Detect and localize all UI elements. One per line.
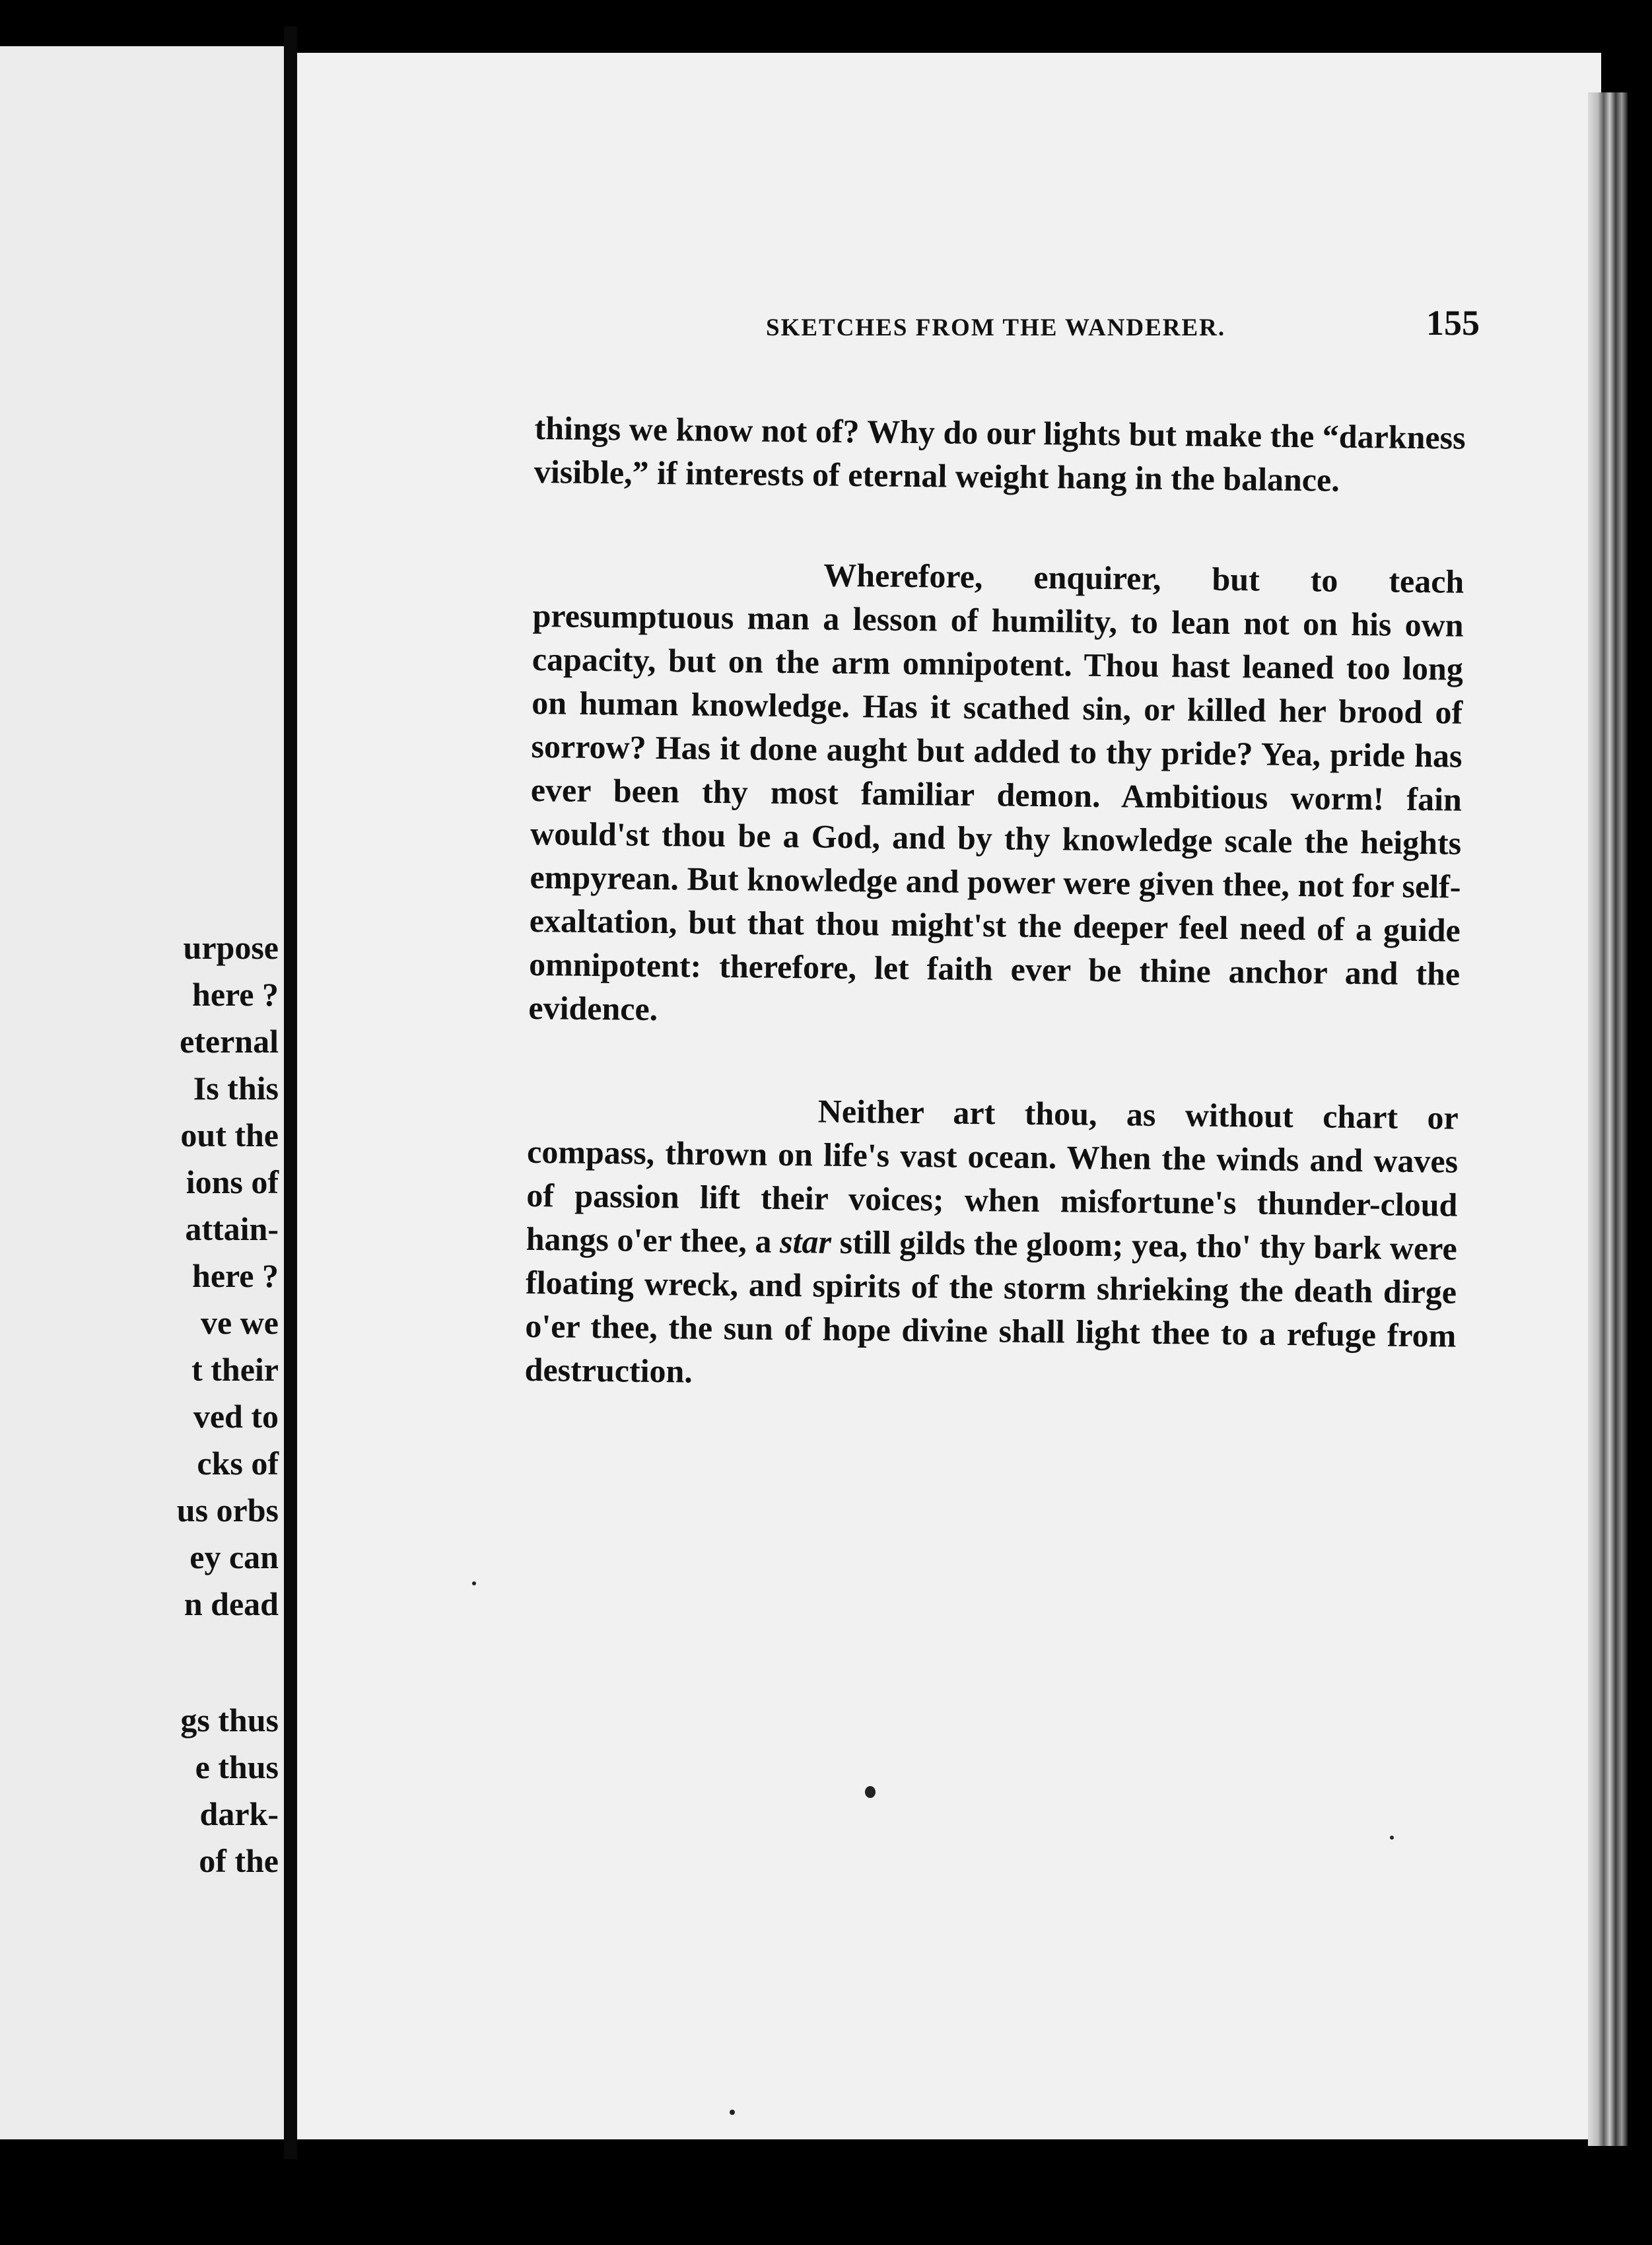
paragraph-text: still gilds the gloom; yea, tho' thy bark were floating wreck, and spirits of the storm shrieking the death dirge o'er thee, the sun of hope divine shall light thee to a refuge from destruction. bbox=[524, 1223, 1458, 1390]
left-line: eternal bbox=[180, 1023, 279, 1060]
left-line: out the bbox=[180, 1117, 279, 1154]
left-line: cks of bbox=[197, 1445, 279, 1482]
page-body bbox=[524, 406, 1466, 1401]
left-line: ey can bbox=[189, 1538, 279, 1575]
paragraph-text: Neither art thou, as without chart or compass, thrown on life's vast ocean. When the winds and waves of passion lift their voices; when misfortune's thunder-cloud hangs o'er thee, a bbox=[526, 1092, 1459, 1260]
left-page-text-block-upper bbox=[177, 924, 279, 1628]
paragraph-text: Wherefore, enquirer, but to teach presumptuous man a lesson of humility, to lean not on his own capacity, but on the arm omnipotent. Thou hast leaned too long on human knowledge. Has it scathed sin, or killed her brood of sorrow? Has it done aught but added to thy pride? Yea, pride has ever been thy most familiar demon. Ambitious worm! fain would'st thou be a God, and by thy knowledge scale the heights empyrean. But knowledge and power were given thee, not for self-exaltation, but that thou might'st the deeper feel need of a guide omnipotent: therefore, let faith ever be thine anchor and the evidence. bbox=[528, 556, 1464, 1027]
book-gutter bbox=[284, 26, 297, 2159]
left-line: here ? bbox=[192, 1257, 279, 1294]
ink-speck bbox=[472, 1581, 476, 1585]
ink-speck bbox=[865, 1786, 876, 1798]
paragraph-indent bbox=[533, 583, 823, 586]
ink-speck bbox=[1390, 1836, 1394, 1840]
left-line: gs thus bbox=[180, 1702, 279, 1739]
left-line: attain- bbox=[185, 1210, 279, 1247]
left-line: dark- bbox=[199, 1795, 279, 1832]
left-line: ved to bbox=[193, 1398, 279, 1435]
left-line: ions of bbox=[186, 1163, 279, 1200]
emphasized-word: star bbox=[779, 1222, 832, 1261]
paragraph bbox=[524, 1086, 1459, 1401]
left-line: t their bbox=[191, 1351, 279, 1388]
running-head: SKETCHES FROM THE WANDERER. bbox=[766, 314, 1226, 341]
ink-speck bbox=[730, 2110, 735, 2115]
left-line: of the bbox=[199, 1842, 279, 1879]
paragraph bbox=[528, 550, 1464, 1039]
paragraph: things we know not of? Why do our lights but make the “darkness visible,” if interests of eternal weight hang in the balance. bbox=[533, 409, 1466, 499]
paragraph-indent bbox=[528, 1119, 818, 1122]
left-page bbox=[0, 46, 284, 2139]
left-line: here ? bbox=[192, 976, 279, 1013]
left-page-text-block-lower bbox=[180, 1697, 279, 1884]
left-line: us orbs bbox=[176, 1492, 279, 1529]
left-line: ve we bbox=[201, 1304, 279, 1341]
left-line: urpose bbox=[183, 929, 279, 966]
page-number: 155 bbox=[1426, 303, 1480, 343]
left-line: Is this bbox=[193, 1070, 279, 1107]
left-line: e thus bbox=[195, 1748, 279, 1785]
left-line: n dead bbox=[184, 1585, 279, 1622]
page-stack-edge bbox=[1588, 92, 1628, 2146]
right-page bbox=[297, 53, 1601, 2139]
